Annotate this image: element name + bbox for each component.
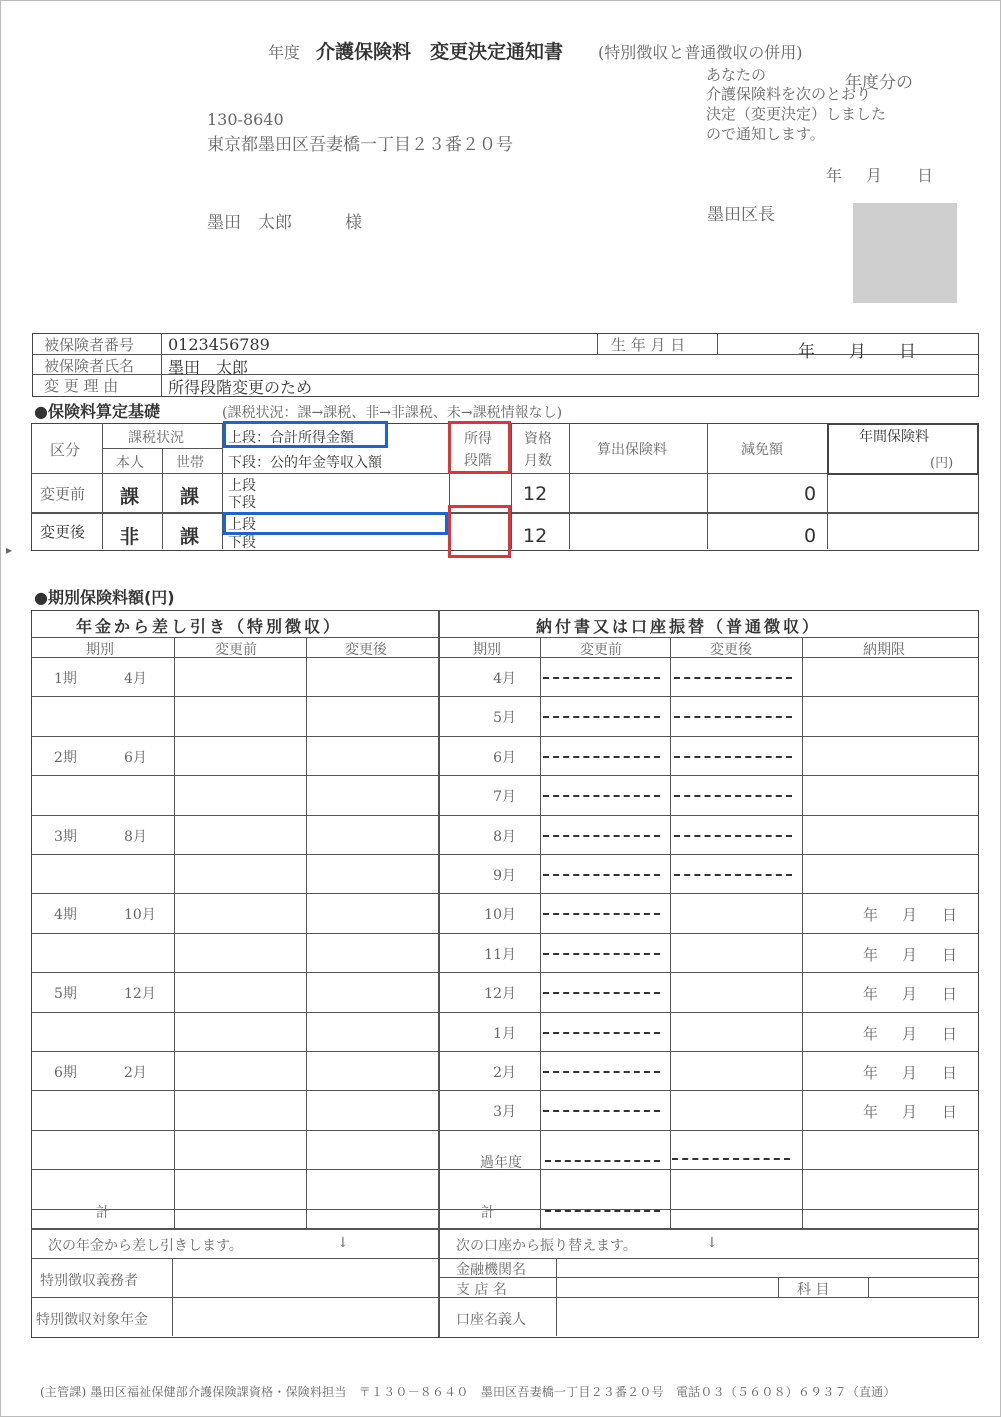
notice-line3: 決定（変更決定）しました <box>706 105 887 123</box>
date-month: 月 <box>866 166 883 185</box>
left-total-label: 計 <box>96 1205 110 1221</box>
kamoku-label: 科 目 <box>797 1282 830 1298</box>
col-shotoku-1: 所得 <box>464 431 492 447</box>
right-month: 3月 <box>493 1104 516 1120</box>
before-dash <box>543 1110 660 1112</box>
notice-nendo: 年度分の <box>845 73 913 93</box>
after-dash <box>674 677 792 679</box>
col-kubun: 区分 <box>50 441 81 459</box>
after-dash <box>674 835 792 837</box>
row-after-lower: 下段 <box>228 535 256 551</box>
left-col-after: 変更後 <box>345 642 387 658</box>
row-after-honnin: 非 <box>120 526 140 548</box>
deadline-month: 月 <box>902 946 918 964</box>
deadline-day: 日 <box>942 1025 958 1043</box>
recipient-name: 墨田 太郎 <box>207 213 292 233</box>
birth-month-label: 月 <box>849 342 866 362</box>
col-shikaku-2: 月数 <box>524 453 552 469</box>
deadline-year: 年 <box>863 985 879 1003</box>
right-month: 9月 <box>493 868 516 884</box>
right-month: 10月 <box>484 907 516 923</box>
col-sanshutsu: 算出保険料 <box>597 442 667 458</box>
left-month: 4月 <box>124 671 147 687</box>
deadline-year: 年 <box>863 906 879 924</box>
deadline-month: 月 <box>902 985 918 1003</box>
account-arrow-icon: ↓ <box>706 1235 718 1251</box>
left-month: 12月 <box>124 986 156 1002</box>
right-month: 1月 <box>493 1026 516 1042</box>
basis-section-note: (課税状況：課→課税、非→非課税、未→課税情報なし) <box>222 405 563 421</box>
deadline-year: 年 <box>863 1103 879 1121</box>
row-before-lower: 下段 <box>228 495 256 511</box>
col-lower-pension: 下段：公的年金等収入額 <box>228 455 382 471</box>
column-line <box>670 637 671 1228</box>
pension-note: 次の年金から差し引きします。 <box>48 1238 243 1254</box>
left-month: 6月 <box>124 750 147 766</box>
row-after-upper: 上段 <box>228 517 256 533</box>
left-col-before: 変更前 <box>215 642 257 658</box>
right-month: 2月 <box>493 1065 516 1081</box>
left-period: 1期 <box>54 671 77 687</box>
deadline-month: 月 <box>902 906 918 924</box>
col-shikaku-1: 資格 <box>524 431 552 447</box>
before-dash <box>543 874 660 876</box>
notice-line4: ので通知します。 <box>706 125 825 143</box>
row-before-setai: 課 <box>180 486 200 508</box>
right-total-label: 計 <box>481 1205 495 1221</box>
col-genmen: 減免額 <box>741 442 783 458</box>
postal-code: 130-8640 <box>207 110 284 129</box>
after-dash <box>674 756 792 758</box>
deadline-day: 日 <box>942 906 958 924</box>
document-subtitle: (特別徴収と普通徴収の併用) <box>598 43 803 62</box>
kanen-label: 過年度 <box>480 1155 522 1171</box>
kanen-before-dash <box>545 1160 660 1162</box>
notice-line1: あなたの <box>706 66 767 84</box>
column-line <box>802 637 803 1228</box>
before-dash <box>543 1071 660 1073</box>
deadline-year: 年 <box>863 1064 879 1082</box>
column-line <box>174 637 175 1228</box>
footer-contact: (主管課) 墨田区福祉保健部介護保険課資格・保険料担当 〒１３０－８６４０ 墨田区吾妻橋一丁目２３番２０号 電話０３（５６０８）６９３７（直通） <box>40 1385 896 1399</box>
birth-date-label: 生 年 月 日 <box>611 336 686 354</box>
highlight-upper-income <box>223 421 388 448</box>
deadline-month: 月 <box>902 1025 918 1043</box>
column-line <box>306 637 307 1228</box>
highlight-shotoku-header <box>448 421 511 474</box>
year-prefix: 年度 <box>268 43 301 62</box>
bank-label: 金融機関名 <box>456 1262 526 1278</box>
right-month: 8月 <box>493 829 516 845</box>
after-dash <box>674 874 792 876</box>
after-dash <box>674 716 792 718</box>
insured-number-label: 被保険者番号 <box>44 336 135 354</box>
right-month: 6月 <box>493 750 516 766</box>
right-col-kibetsu: 期別 <box>473 642 501 658</box>
insured-number-value: 0123456789 <box>168 335 270 354</box>
left-period: 2期 <box>54 750 77 766</box>
right-month: 7月 <box>493 789 516 805</box>
row-after-setai: 課 <box>180 526 200 548</box>
before-dash <box>543 992 660 994</box>
row-after-genmen: 0 <box>804 525 817 547</box>
deadline-day: 日 <box>942 946 958 964</box>
row-before-genmen: 0 <box>804 483 817 505</box>
left-period: 5期 <box>54 986 77 1002</box>
deadline-year: 年 <box>863 946 879 964</box>
row-before-upper: 上段 <box>228 478 256 494</box>
left-month: 8月 <box>124 829 147 845</box>
issuer: 墨田区長 <box>707 205 775 225</box>
right-month: 5月 <box>493 710 516 726</box>
before-dash <box>543 756 660 758</box>
account-note: 次の口座から振り替えます。 <box>456 1238 637 1254</box>
gimusha-label: 特別徴収義務者 <box>40 1273 138 1289</box>
basis-section-title: ●保険料算定基礎 <box>34 402 160 421</box>
column-line <box>540 637 541 1228</box>
row-after-label: 変更後 <box>40 523 86 541</box>
col-shotoku-2: 段階 <box>464 453 492 469</box>
before-dash <box>543 953 660 955</box>
official-seal-placeholder <box>853 203 957 303</box>
before-dash <box>543 677 660 679</box>
deadline-day: 日 <box>942 1064 958 1082</box>
left-period: 6期 <box>54 1065 77 1081</box>
deadline-month: 月 <box>902 1103 918 1121</box>
kanen-after-dash <box>672 1158 790 1160</box>
birth-year-label: 年 <box>798 342 815 362</box>
total-before-dash <box>545 1210 660 1212</box>
right-month: 11月 <box>484 947 516 963</box>
deadline-day: 日 <box>942 985 958 1003</box>
right-month: 4月 <box>493 671 516 687</box>
before-dash <box>543 795 660 797</box>
taisho-label: 特別徴収対象年金 <box>36 1312 148 1328</box>
change-reason-label: 変 更 理 由 <box>44 377 119 395</box>
before-dash <box>543 835 660 837</box>
tokubetsu-title: 年金から差し引き（特別徴収） <box>76 617 343 636</box>
col-setai: 世帯 <box>176 455 204 471</box>
col-yen: (円) <box>930 456 954 471</box>
left-period: 3期 <box>54 829 77 845</box>
left-col-kibetsu: 期別 <box>86 642 114 658</box>
date-day: 日 <box>917 166 934 185</box>
row-before-honnin: 課 <box>120 486 140 508</box>
pension-arrow-icon: ↓ <box>337 1235 349 1251</box>
honorific: 様 <box>345 213 362 233</box>
recipient-address: 東京都墨田区吾妻橋一丁目２３番２０号 <box>207 135 513 155</box>
futsu-title: 納付書又は口座振替（普通徴収） <box>536 617 822 636</box>
margin-marker-icon: ▸ <box>6 543 13 557</box>
col-nenkan: 年間保険料 <box>859 429 929 445</box>
before-dash <box>543 1032 660 1034</box>
right-col-before: 変更前 <box>580 642 622 658</box>
col-kazei: 課税状況 <box>128 430 184 446</box>
deadline-month: 月 <box>902 1064 918 1082</box>
after-dash <box>674 795 792 797</box>
insured-name-label: 被保険者氏名 <box>44 357 135 375</box>
right-col-after: 変更後 <box>710 642 752 658</box>
periodic-section-title: ●期別保険料額(円) <box>34 588 175 607</box>
left-period: 4期 <box>54 907 77 923</box>
document-title: 介護保険料 変更決定通知書 <box>316 41 564 63</box>
insured-name-value: 墨田 太郎 <box>168 358 249 377</box>
before-dash <box>543 913 660 915</box>
highlight-after-upper <box>223 512 448 535</box>
birth-day-label: 日 <box>899 342 916 362</box>
branch-label: 支 店 名 <box>456 1282 507 1298</box>
deadline-day: 日 <box>942 1103 958 1121</box>
left-month: 2月 <box>124 1065 147 1081</box>
holder-label: 口座名義人 <box>456 1312 526 1328</box>
deadline-year: 年 <box>863 1025 879 1043</box>
left-month: 10月 <box>124 907 156 923</box>
row-before-label: 変更前 <box>40 485 86 503</box>
highlight-shotoku-after <box>448 505 511 558</box>
change-reason-value: 所得段階変更のため <box>168 378 313 397</box>
col-upper-income: 上段：合計所得金額 <box>228 430 354 446</box>
col-honnin: 本人 <box>116 455 144 471</box>
row-after-months: 12 <box>523 525 548 547</box>
row-before-months: 12 <box>523 483 548 505</box>
date-year: 年 <box>826 166 843 185</box>
right-col-deadline: 納期限 <box>863 642 905 658</box>
before-dash <box>543 716 660 718</box>
notice-line2: 介護保険料を次のとおり <box>706 85 872 103</box>
right-month: 12月 <box>484 986 516 1002</box>
